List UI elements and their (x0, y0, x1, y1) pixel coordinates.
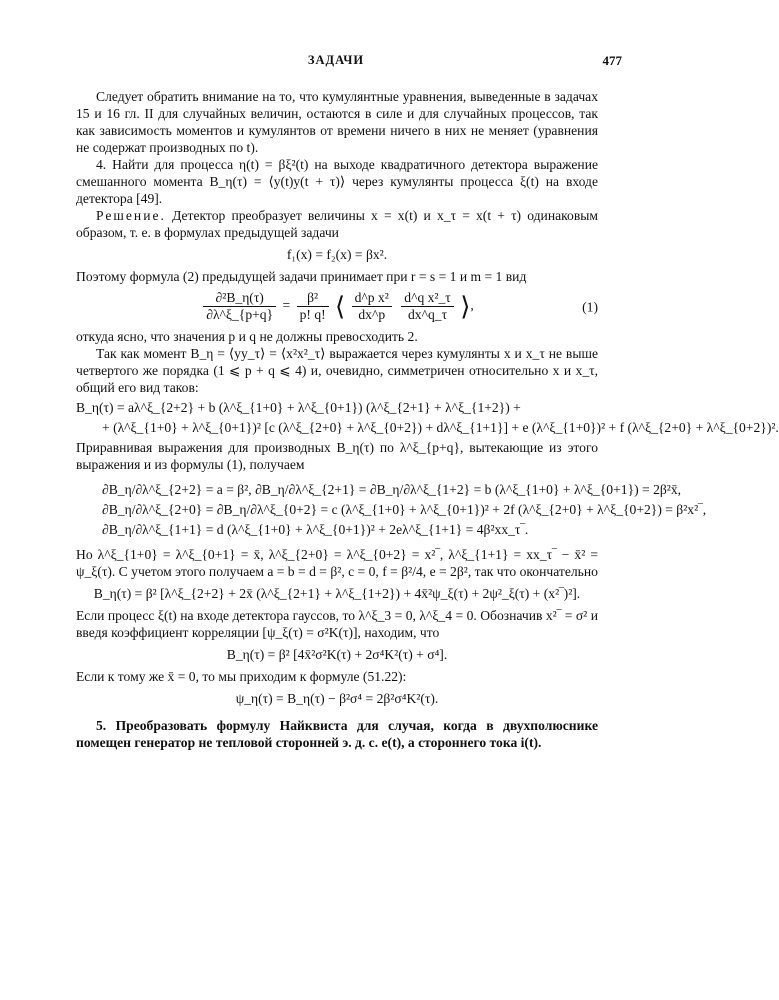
paragraph-gaussian: Если процесс ξ(t) на входе детектора гауссов, то λ^ξ_3 = 0, λ^ξ_4 = 0. Обозначив x²‾ = σ² и введя коэффициент корреляции [ψ_ξ(τ) = σ²K(τ)], находим, что (76, 608, 598, 640)
eq1-lhs-fraction (203, 290, 276, 323)
equation-derivative-3: ∂B_η/∂λ^ξ_{1+1} = d (λ^ξ_{1+0} + λ^ξ_{0+1})² + 2eλ^ξ_{1+1} = 4β²xx_τ‾. (102, 522, 529, 537)
paragraph-zero-mean: Если к тому же x̄ = 0, то мы приходим к формуле (51.22): (76, 669, 407, 684)
equation-psi: ψ_η(τ) = B_η(τ) − β²σ⁴ = 2β²σ⁴K²(τ). (235, 691, 439, 706)
problem-4-statement: 4. Найти для процесса η(t) = βξ²(t) на выходе квадратичного детектора выражение смешанного момента B_η(τ) = ⟨y(t)y(t + τ)⟩ через кумулянты процесса ξ(t) на входе детектора [49]. (76, 157, 598, 206)
page-header (0, 52, 672, 72)
solution-label: Решение. (96, 208, 166, 223)
eq1-rhs-denominator: p! q! (299, 307, 326, 322)
eq1-inner-a (352, 290, 392, 323)
paragraph-pq-limit: откуда ясно, что значения p и q не должны превосходить 2. (76, 329, 418, 344)
paragraph-moment: Так как момент B_η = ⟨yy_τ⟩ = ⟨x²x²_τ⟩ выражается через кумулянты x и x_τ не выше четвертого же порядка (1 ⩽ p + q ⩽ 4) и, очевидно, симметричен относительно x и x_τ, общий его вид таков: (76, 346, 598, 395)
paragraph-substitution: Но λ^ξ_{1+0} = λ^ξ_{0+1} = x̄, λ^ξ_{2+0} = λ^ξ_{0+2} = x²‾, λ^ξ_{1+1} = xx_τ‾ − x̄² = ψ_ξ(τ). С учетом этого получаем a = b = d = β², c = 0, f = β²/4, e = 2β², так что окончательно (76, 547, 598, 579)
paragraph-derivatives: Приравнивая выражения для производных B_η(τ) по λ^ξ_{p+q}, вытекающие из этого выражения и из формулы (1), получаем (76, 440, 598, 472)
eq1-rhs-numerator: β² (297, 290, 329, 307)
equation-final: B_η(τ) = β² [λ^ξ_{2+2} + 2x̄ (λ^ξ_{2+1} + λ^ξ_{1+2}) + 4x̄²ψ_ξ(τ) + 2ψ²_ξ(τ) + (x²‾)²]. (93, 586, 581, 601)
eq1-inner-a-denominator: dx^p (358, 307, 386, 322)
page-body (76, 88, 779, 751)
solution-paragraph (76, 207, 598, 241)
problem-5-statement: 5. Преобразовать формулу Найквиста для случая, когда в двухполюснике помещен генератор не тепловой сторонней э. д. с. e(t), а стороннего тока i(t). (76, 718, 598, 750)
equation-1: $\frac{\text{∂²B\_η(τ)}}{\partial\lambda\^{}\xi\_\{p+q\}}$ = $\frac{\text{β²}}{p! q!}$ ⟨ $\frac{\text{d\textasciicircum{}p x²}}{dx\^{}p}$ $\frac{\text{d\textasciicircum{}q x²\_τ}}{dx\^{}q\_\tau}$ ⟩, (1) (76, 290, 598, 323)
eq1-lhs-denominator: ∂λ^ξ_{p+q} (206, 307, 274, 322)
page-number: 477 (602, 53, 622, 68)
eq1-inner-b-denominator: dx^q_τ (408, 307, 448, 322)
equation-B-line-2: + (λ^ξ_{1+0} + λ^ξ_{0+1})² [c (λ^ξ_{2+0} + λ^ξ_{0+2}) + dλ^ξ_{1+1}] + e (λ^ξ_{1+0})² + f (λ^ξ_{2+0} + λ^ξ_{0+2})². (102, 420, 779, 435)
eq1-lhs-numerator: ∂²B_η(τ) (203, 290, 276, 307)
intro-paragraph: Следует обратить внимание на то, что кумулянтные уравнения, выведенные в задачах 15 и 16 гл. II для случайных величин, остаются в силе и для случайных процессов, так как зависимость моментов и кумулянтов от времени ничего в них не меняет (уравнения не содержат производных по t). (76, 89, 598, 155)
equation-f: f₁(x) = f₂(x) = βx². (286, 247, 388, 262)
eq1-inner-b (401, 290, 454, 323)
eq1-inner-a-numerator: d^p x² (352, 290, 392, 307)
equation-derivative-1: ∂B_η/∂λ^ξ_{2+2} = a = β², ∂B_η/∂λ^ξ_{2+1} = ∂B_η/∂λ^ξ_{1+2} = b (λ^ξ_{1+0} + λ^ξ_{0+1}) = 2β²x̄, (102, 482, 682, 497)
solution-text: Детектор преобразует величины x = x(t) и x_τ = x(t + τ) одинаковым образом, т. е. в формулах предыдущей задачи (76, 208, 598, 240)
equation-derivative-2: ∂B_η/∂λ^ξ_{2+0} = ∂B_η/∂λ^ξ_{0+2} = c (λ^ξ_{1+0} + λ^ξ_{0+1})² + 2f (λ^ξ_{2+0} + λ^ξ_{0+2}) = β²x²‾, (102, 502, 707, 517)
equation-B-line-1: B_η(τ) = aλ^ξ_{2+2} + b (λ^ξ_{1+0} + λ^ξ_{0+1}) (λ^ξ_{2+1} + λ^ξ_{1+2}) + (76, 400, 521, 415)
running-title: ЗАДАЧИ (307, 53, 365, 67)
eq1-rhs-fraction (297, 290, 329, 323)
eq1-inner-b-numerator: d^q x²_τ (401, 290, 454, 307)
equation-1-number: (1) (582, 299, 598, 314)
paragraph-formula-2: Поэтому формула (2) предыдущей задачи принимает при r = s = 1 и m = 1 вид (76, 269, 527, 284)
equation-gaussian: B_η(τ) = β² [4x̄²σ²K(τ) + 2σ⁴K²(τ) + σ⁴]. (226, 647, 448, 662)
